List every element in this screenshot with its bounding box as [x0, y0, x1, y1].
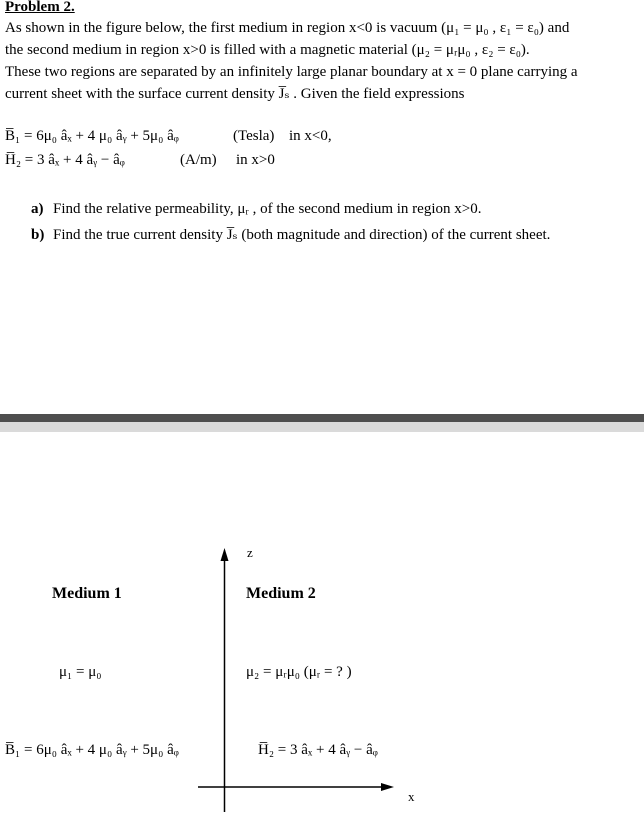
equation-b1-region: in x<0, [289, 128, 332, 144]
question-a-label: a) [31, 201, 44, 217]
statement-line-4: current sheet with the surface current density J̅ₛ . Given the field expressions [5, 86, 465, 102]
medium-2-permeability: μ₂ = μᵣμ₀ (μᵣ = ? ) [246, 664, 352, 680]
z-axis-label: z [247, 545, 253, 560]
medium-2-field: H̅₂ = 3 âₓ + 4 âᵧ − âᵩ [258, 742, 378, 758]
medium-2-title: Medium 2 [246, 585, 316, 602]
equation-b1-unit: (Tesla) [233, 128, 275, 144]
equation-h2-region: in x>0 [236, 152, 275, 168]
equation-b1-expression: B̅₁ = 6μ₀ âₓ + 4 μ₀ âᵧ + 5μ₀ âᵩ [5, 128, 179, 144]
equation-h2-expression: H̅₂ = 3 âₓ + 4 âᵧ − âᵩ [5, 152, 125, 168]
question-a-text: Find the relative permeability, μᵣ , of the second medium in region x>0. [53, 201, 482, 217]
medium-1-field: B̅₁ = 6μ₀ âₓ + 4 μ₀ âᵧ + 5μ₀ âᵩ [5, 742, 179, 758]
medium-1-title: Medium 1 [52, 585, 122, 602]
z-axis-arrowhead [221, 548, 229, 561]
question-b-text: Find the true current density J̅ₛ (both magnitude and direction) of the current sheet. [53, 227, 551, 243]
question-b-label: b) [31, 227, 45, 243]
medium-1-permeability: μ₁ = μ₀ [59, 664, 102, 680]
problem-title: Problem 2. [5, 0, 75, 15]
statement-line-2: the second medium in region x>0 is filled with a magnetic material (μ₂ = μᵣμ₀ , ε₂ = ε₀). [5, 42, 530, 58]
statement-line-3: These two regions are separated by an infinitely large planar boundary at x = 0 plane carrying a [5, 64, 578, 80]
statement-line-1: As shown in the figure below, the first medium in region x<0 is vacuum (μ₁ = μ₀ , ε₁ = ε₀) and [5, 20, 570, 36]
equation-h2-unit: (A/m) [180, 152, 217, 168]
x-axis-arrowhead [381, 783, 394, 791]
x-axis-label: x [408, 789, 415, 804]
